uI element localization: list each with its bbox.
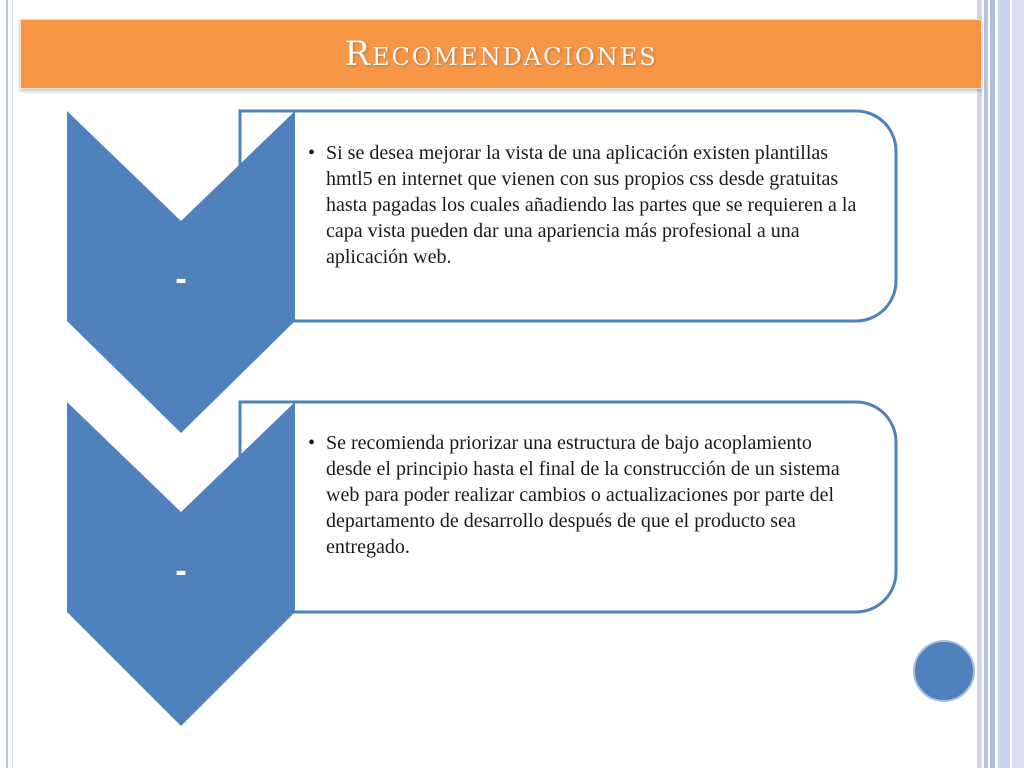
item-text: Se recomienda priorizar una estructura de bajo acoplamiento desde el principio hasta el final de la construcción de un sistema web para poder realizar cambios o actualizaciones por parte del departamento de desarrollo después de que el producto sea entregado. (326, 432, 840, 558)
decorative-circle (913, 640, 975, 702)
list-item (300, 140, 860, 270)
item-text: Si se desea mejorar la vista de una aplicación existen plantillas hmtl5 en internet que vienen con sus propios css desde gratuitas hasta pagadas los cuales añadiendo las partes que se requieren a la capa vista pueden dar una apariencia más profesional a una aplicación web. (326, 142, 857, 268)
slide-title: Recomendaciones (344, 34, 658, 74)
chevron-marker-1: - (175, 260, 187, 298)
chevron-marker-2: - (175, 552, 187, 590)
bullet-glyph: • (308, 142, 316, 164)
bullet-glyph: • (308, 432, 316, 454)
list-item (300, 430, 860, 560)
